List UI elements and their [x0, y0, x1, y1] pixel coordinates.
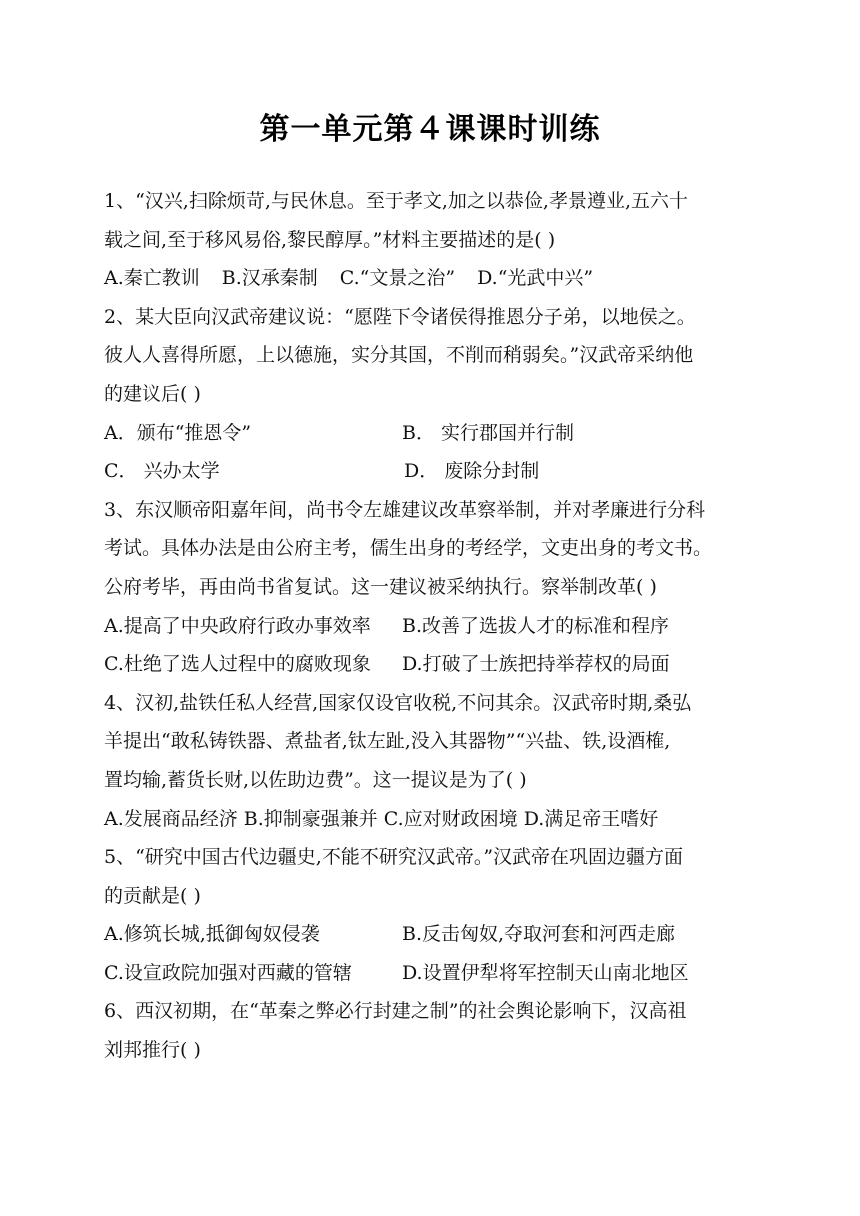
question-text-line: 1、“汉兴,扫除烦苛,与民休息。至于孝文,加之以恭俭,孝景遵业,五六十: [104, 190, 689, 212]
question-3: [104, 491, 756, 684]
option-a: A.秦亡教训: [104, 267, 200, 290]
question-4: [104, 684, 756, 838]
option-c: C． 兴办太学: [104, 460, 220, 483]
question-text-line: 5、“研究中国古代边疆史,不能不研究汉武帝。”汉武帝在巩固边疆方面: [104, 846, 684, 869]
question-list: [104, 182, 756, 1070]
question-text-line: 考试。具体办法是由公府主考，儒生出身的考经学，文吏出身的考文书。: [104, 537, 713, 560]
option-d: D． 废除分封制: [404, 460, 540, 483]
question-6: [104, 992, 756, 1069]
option-b: B.汉承秦制: [221, 267, 318, 290]
option-a: A.发展商品经济: [104, 807, 238, 830]
question-text-line: 3、东汉顺帝阳嘉年间，尚书令左雄建议改革察举制，并对孝廉进行分科: [104, 498, 706, 521]
option-b: B.改善了选拔人才的标准和程序: [402, 614, 670, 637]
option-c: C.杜绝了选人过程中的腐败现象: [104, 653, 371, 676]
question-text-line: 彼人人喜得所愿，上以德施，实分其国，不削而稍弱矣。”汉武帝采纳他: [104, 344, 694, 367]
option-c: C.应对财政困境: [383, 807, 518, 830]
question-1: [104, 182, 756, 298]
option-b: B.反击匈奴,夺取河套和河西走廊: [402, 923, 676, 946]
question-text-line: 4、汉初,盐铁任私人经营,国家仅设官收税,不问其余。汉武帝时期,桑弘: [104, 691, 692, 714]
option-row: [104, 915, 756, 954]
question-text-line: 刘邦推行( ): [104, 1039, 201, 1062]
question-text-line: 载之间,至于移风易俗,黎民醇厚。”材料主要描述的是( ): [104, 228, 556, 251]
question-text-line: 羊提出“敢私铸铁器、煮盐者,钛左趾,没入其器物”“兴盐、铁,设酒榷,: [104, 730, 671, 753]
option-row: [104, 954, 756, 993]
question-text-line: 公府考毕，再由尚书省复试。这一建议被采纳执行。察举制改革( ): [104, 575, 657, 598]
option-a: A.提高了中央政府行政办事效率: [104, 614, 371, 637]
option-row: [104, 259, 756, 298]
option-row: [104, 645, 756, 684]
option-d: D.满足帝王嗜好: [523, 807, 659, 830]
question-text-line: 6、西汉初期，在“革秦之弊必行封建之制”的社会舆论影响下，汉高祖: [104, 1000, 687, 1023]
option-a: A．颁布“推恩令”: [104, 421, 252, 444]
option-c: C.“文景之治”: [339, 267, 456, 290]
question-text-line: 的建议后( ): [104, 382, 201, 405]
option-b: B． 实行郡国并行制: [402, 421, 575, 444]
option-c: C.设宣政院加强对西藏的管辖: [104, 961, 352, 984]
option-d: D.打破了士族把持举荐权的局面: [402, 653, 670, 676]
option-row: [104, 800, 756, 839]
question-2: [104, 298, 756, 491]
option-row: [104, 607, 756, 646]
question-text-line: 2、某大臣向汉武帝建议说：“愿陛下令诸侯得推恩分子弟，以地侯之。: [104, 305, 696, 328]
question-5: [104, 838, 756, 992]
option-d: D.“光武中兴”: [477, 267, 594, 290]
option-d: D.设置伊犁将军控制天山南北地区: [402, 961, 689, 984]
option-row: [104, 452, 756, 491]
question-text-line: 的贡献是( ): [104, 884, 201, 907]
option-b: B.抑制豪强兼并: [243, 807, 378, 830]
option-row: [104, 414, 756, 453]
page-title: 第一单元第４课课时训练: [259, 112, 601, 147]
question-text-line: 置均输,蓄货长财,以佐助边费”。这一提议是为了( ): [104, 768, 527, 791]
option-a: A.修筑长城,抵御匈奴侵袭: [104, 923, 320, 946]
